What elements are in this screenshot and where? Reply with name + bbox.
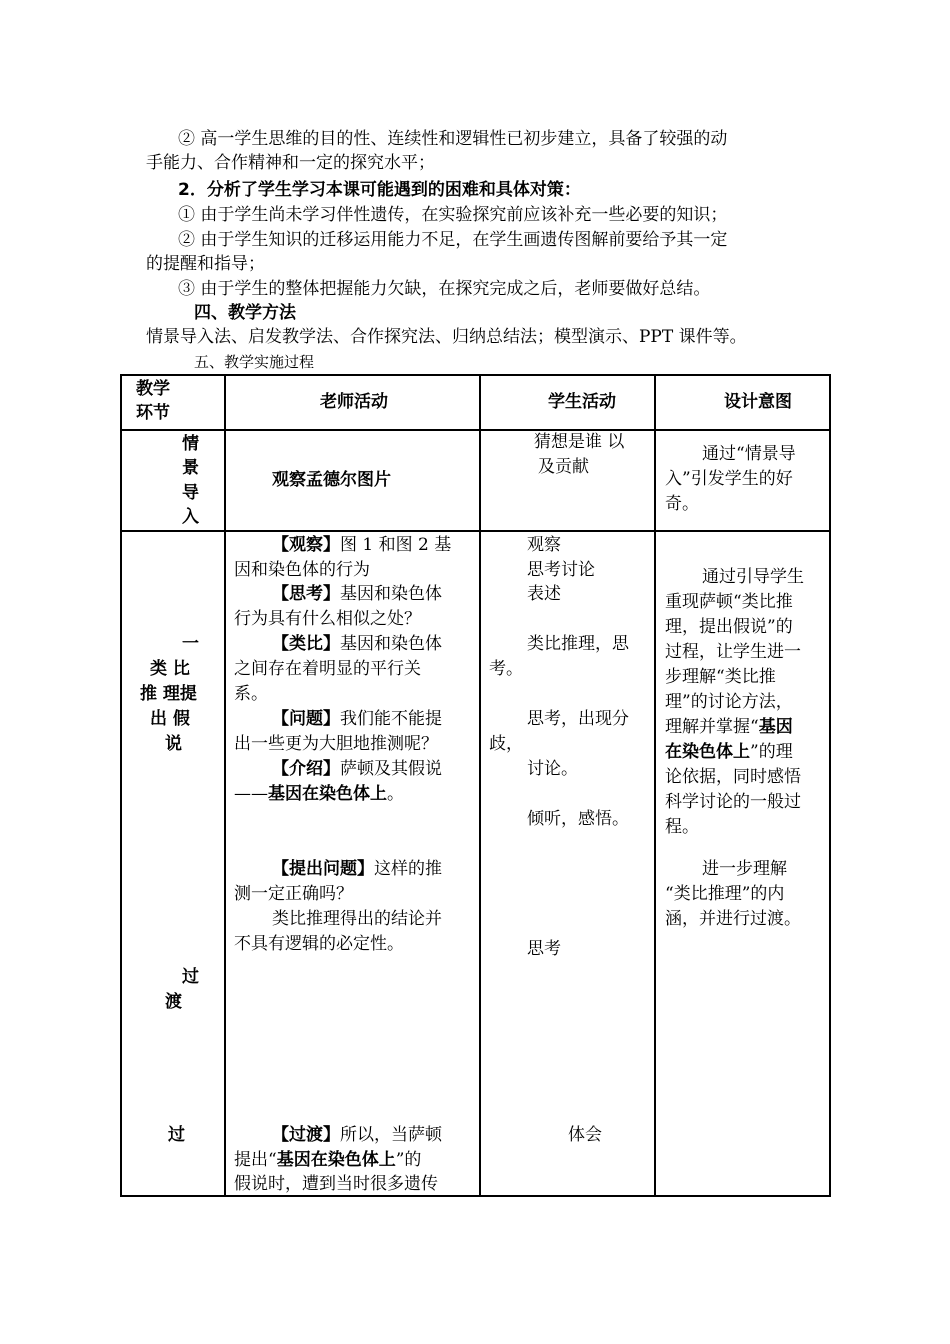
stage-char: 情 xyxy=(182,434,199,454)
design-intent: 理解并掌握“基因 xyxy=(665,717,793,737)
para-line: ② 高一学生思维的目的性、连续性和逻辑性已初步建立，具备了较强的动 xyxy=(178,129,728,149)
student-activity: 讨论。 xyxy=(527,759,578,779)
design-intent: 奇。 xyxy=(665,494,699,514)
student-activity: 类比推理，思 xyxy=(527,634,629,654)
header-stage: 教学 xyxy=(136,379,170,399)
design-intent: 入”引发学生的好 xyxy=(665,469,793,489)
para-line: 手能力、合作精神和一定的探究水平； xyxy=(146,153,435,173)
list-item: ② 由于学生知识的迁移运用能力不足，在学生画遗传图解前要给予其一定 xyxy=(178,230,728,250)
stage-text: 说 xyxy=(165,734,182,754)
stage-text: 过 xyxy=(168,1125,185,1145)
stage-text: 一 xyxy=(182,634,199,654)
stage-char: 导 xyxy=(182,483,199,503)
design-intent: 理”的讨论方法， xyxy=(665,692,793,712)
list-item: ① 由于学生尚未学习伴性遗传，在实验探究前应该补充一些必要的知识； xyxy=(178,205,728,225)
design-intent: “类比推理”的内 xyxy=(665,884,785,904)
design-intent: 步理解“类比推 xyxy=(665,667,776,687)
design-intent: 过程，让学生进一 xyxy=(665,642,801,662)
teacher-activity: 系。 xyxy=(234,684,268,704)
design-intent: 程。 xyxy=(665,817,699,837)
teacher-activity: 【问题】我们能不能提 xyxy=(272,709,442,729)
section-heading: 2．分析了学生学习本课可能遇到的困难和具体对策： xyxy=(178,180,581,200)
teacher-activity: 之间存在着明显的平行关 xyxy=(234,659,421,679)
student-activity: 思考，出现分 xyxy=(527,709,629,729)
stage-text: 类 比 xyxy=(150,659,190,679)
design-intent: 通过“情景导 xyxy=(702,444,796,464)
header-student: 学生活动 xyxy=(548,392,616,412)
design-intent: 重现萨顿“类比推 xyxy=(665,592,793,612)
design-intent: 通过引导学生 xyxy=(702,567,804,587)
teacher-activity: 出一些更为大胆地推测呢？ xyxy=(234,734,438,754)
student-activity: 歧， xyxy=(489,734,523,754)
list-item: 的提醒和指导； xyxy=(146,254,265,274)
student-activity: 观察 xyxy=(527,535,561,555)
teacher-activity: 假说时，遭到当时很多遗传 xyxy=(234,1174,438,1194)
student-activity: 考。 xyxy=(489,659,523,679)
teacher-activity: 【过渡】所以，当萨顿 xyxy=(272,1125,442,1145)
student-activity: 思考 xyxy=(527,939,561,959)
design-intent: 科学讨论的一般过 xyxy=(665,792,801,812)
teacher-activity: 【观察】图 1 和图 2 基 xyxy=(272,535,452,555)
teacher-activity: 【提出问题】这样的推 xyxy=(272,859,442,879)
stage-char: 入 xyxy=(182,507,199,527)
teacher-activity: 【介绍】萨顿及其假说 xyxy=(272,759,442,779)
section-heading: 四、教学方法 xyxy=(194,303,296,323)
teacher-activity: 提出“基因在染色体上”的 xyxy=(234,1150,422,1170)
teacher-activity: 因和染色体的行为 xyxy=(234,560,370,580)
student-activity: 表述 xyxy=(527,584,561,604)
design-intent: 论依据，同时感悟 xyxy=(665,767,801,787)
list-item: ③ 由于学生的整体把握能力欠缺，在探究完成之后，老师要做好总结。 xyxy=(178,279,711,299)
teacher-activity: 【类比】基因和染色体 xyxy=(272,634,442,654)
methods-text: 情景导入法、启发教学法、合作探究法、归纳总结法；模型演示、PPT 课件等。 xyxy=(146,327,747,347)
design-intent: 理，提出假说”的 xyxy=(665,617,793,637)
stage-text: 渡 xyxy=(165,992,182,1012)
header-intent: 设计意图 xyxy=(724,392,792,412)
student-activity: 倾听，感悟。 xyxy=(527,809,629,829)
student-activity: 体会 xyxy=(568,1125,602,1145)
design-intent: 涵，并进行过渡。 xyxy=(665,909,801,929)
student-activity: 猜想是谁 以 xyxy=(534,432,625,452)
teacher-activity: 【思考】基因和染色体 xyxy=(272,584,442,604)
stage-text: 过 xyxy=(182,967,199,987)
teacher-activity: 测一定正确吗？ xyxy=(234,884,353,904)
section-heading: 五、教学实施过程 xyxy=(194,353,315,371)
teacher-activity: 不具有逻辑的必定性。 xyxy=(234,934,404,954)
teacher-activity: 类比推理得出的结论并 xyxy=(272,909,442,929)
teacher-activity: 观察孟德尔图片 xyxy=(272,470,391,490)
student-activity: 及贡献 xyxy=(538,457,589,477)
header-teacher: 老师活动 xyxy=(320,392,388,412)
teacher-activity: ——基因在染色体上。 xyxy=(234,784,404,804)
design-intent: 进一步理解 xyxy=(702,859,787,879)
teacher-activity: 行为具有什么相似之处？ xyxy=(234,609,421,629)
stage-text: 推 理提 xyxy=(140,684,197,704)
design-intent: 在染色体上”的理 xyxy=(665,742,793,762)
student-activity: 思考讨论 xyxy=(527,560,595,580)
header-stage: 环节 xyxy=(136,403,170,423)
stage-text: 出 假 xyxy=(150,709,190,729)
stage-char: 景 xyxy=(182,458,199,478)
